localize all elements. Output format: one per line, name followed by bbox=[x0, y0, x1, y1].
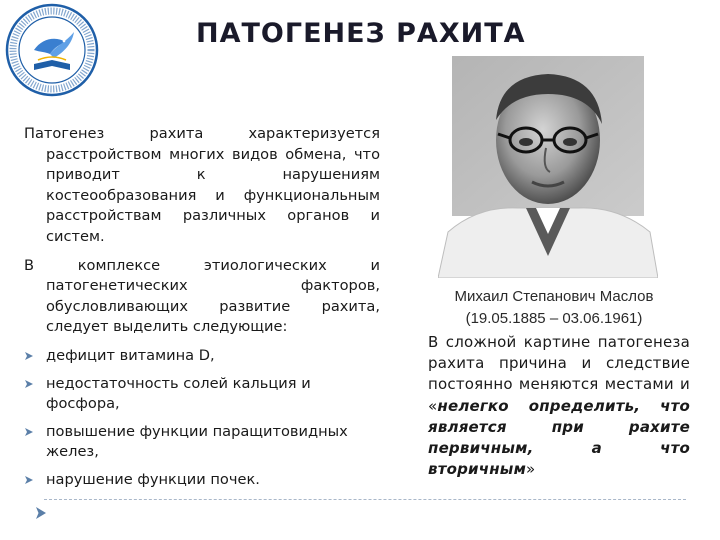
list-item-text: дефицит витамина D, bbox=[46, 346, 215, 364]
list-item bbox=[24, 346, 380, 367]
list-item-text: нарушение функции почек. bbox=[46, 470, 260, 488]
quote-lead: В сложной картине патогенеза рахита причина и следствие постоянно меняются местами и « bbox=[428, 333, 690, 415]
pathogenesis-paragraph: Патогенез рахита характеризуется расстройством многих видов обмена, что приводит к нарушениям костеообразования и функциональным расстройствам различных органов и систем. bbox=[24, 125, 380, 245]
portrait-caption bbox=[418, 286, 690, 330]
organization-logo bbox=[4, 2, 100, 98]
arrow-bullet-icon bbox=[24, 351, 34, 361]
person-name: Михаил Степанович Маслов bbox=[454, 288, 654, 305]
portrait-photo bbox=[438, 56, 658, 278]
maslov-quote bbox=[428, 332, 690, 480]
arrow-bullet-icon bbox=[24, 475, 34, 485]
page-title: ПАТОГЕНЕЗ РАХИТА bbox=[196, 18, 526, 49]
arrow-bullet-icon bbox=[24, 427, 34, 437]
factors-list bbox=[24, 346, 380, 491]
next-slide-icon[interactable] bbox=[34, 506, 48, 520]
list-item bbox=[24, 422, 380, 463]
arrow-bullet-icon bbox=[24, 379, 34, 389]
main-text bbox=[24, 124, 380, 498]
list-item bbox=[24, 374, 380, 415]
list-item-text: повышение функции паращитовидных желез, bbox=[46, 422, 348, 461]
footer-divider bbox=[44, 499, 686, 500]
quote-emphasis: нелегко определить, что является при рахите первичным, а что вторичным bbox=[428, 396, 690, 479]
person-dates: (19.05.1885 – 03.06.1961) bbox=[465, 310, 643, 327]
list-item bbox=[24, 470, 380, 491]
list-item-text: недостаточность солей кальция и фосфора, bbox=[46, 374, 311, 413]
quote-close: » bbox=[526, 460, 536, 479]
factors-paragraph: В комплексе этиологических и патогенетических факторов, обусловливающих развитие рахита, следует выделить следующие: bbox=[24, 256, 380, 336]
